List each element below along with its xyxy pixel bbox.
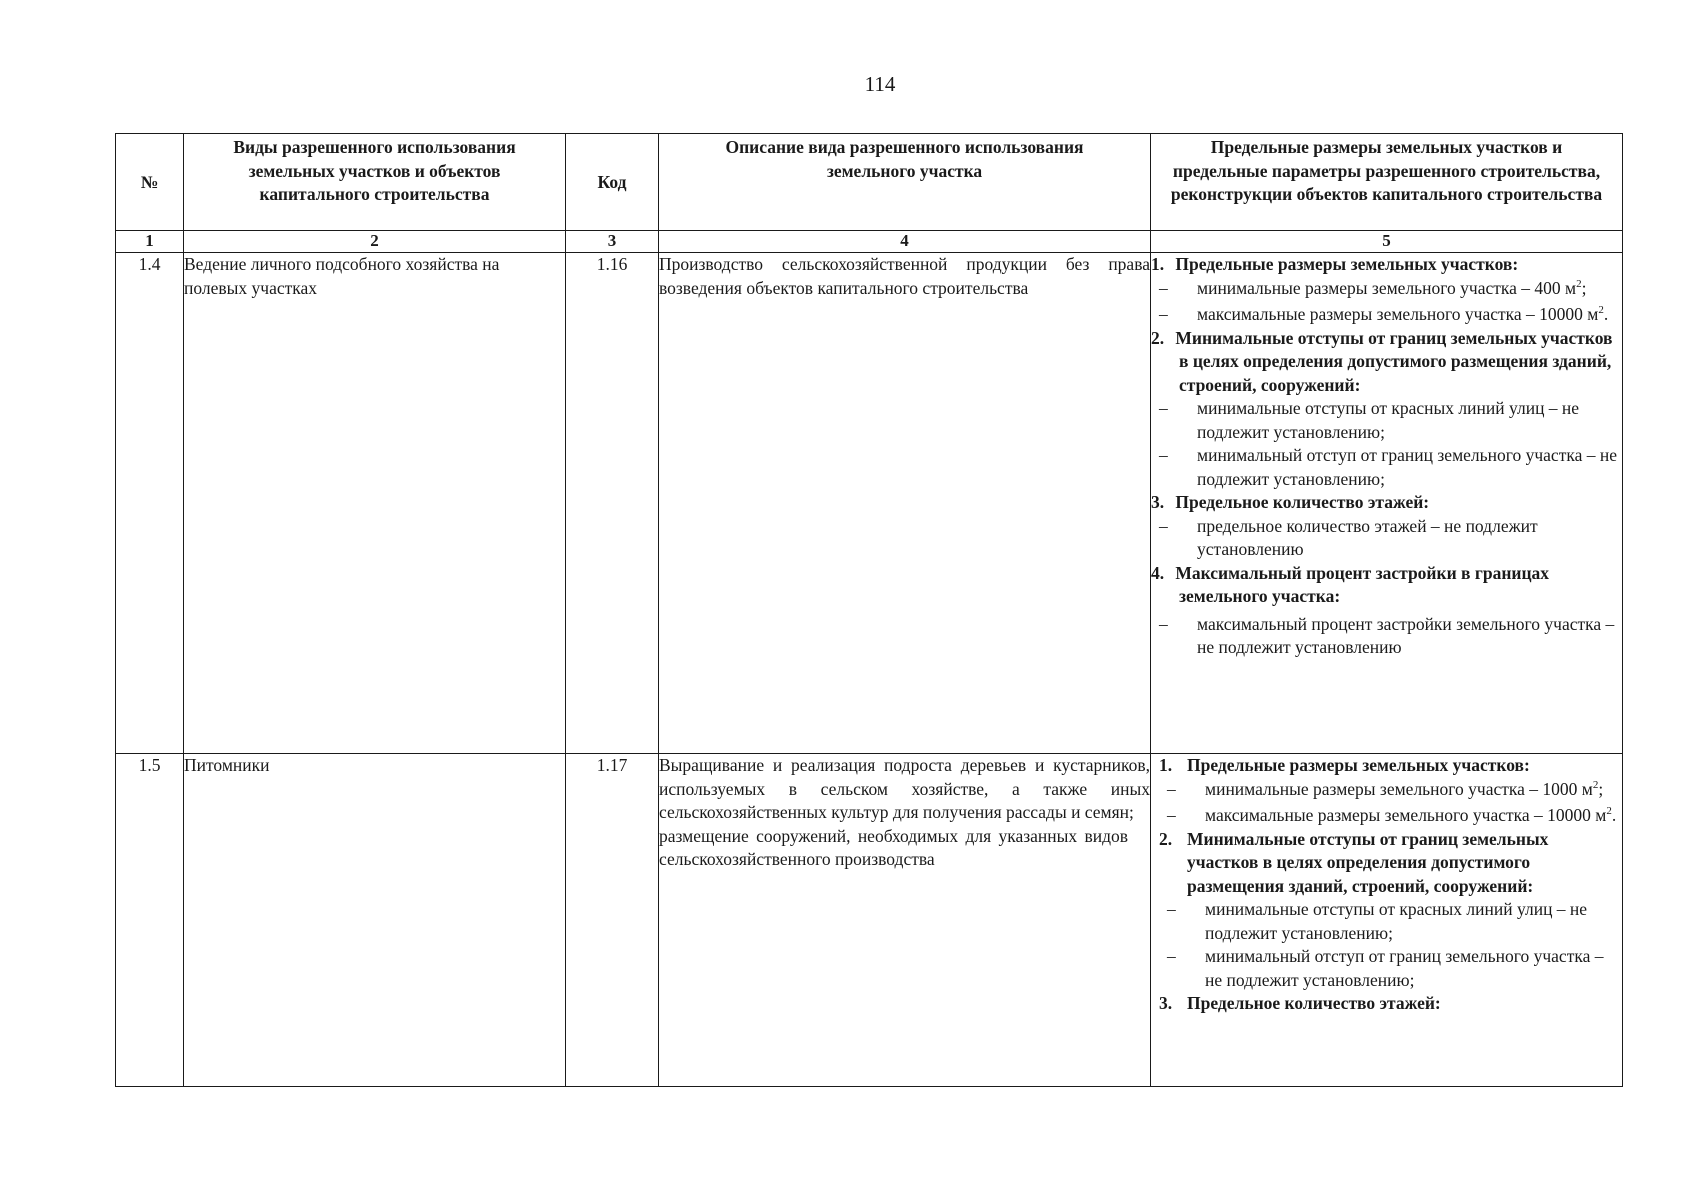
column-number: 4 [659,231,1151,253]
row-number: 1.5 [116,754,184,1087]
item-text: минимальные размеры земельного участка – 1000 м [1205,778,1593,799]
header-limits: Предельные размеры земельных участков и предельные параметры разрешенного строительства, реконструкции объектов капитального строительства [1151,134,1623,231]
table-row [116,754,1623,1087]
section-title: Предельные размеры земельных участков: [1175,254,1519,274]
limits-item [1151,397,1622,444]
header-number: № [116,134,184,231]
row-number: 1.4 [116,253,184,754]
use-type: Питомники [184,754,566,1087]
item-tail: . [1603,304,1609,324]
limits-section [1151,491,1622,515]
section-number: 2. [1159,828,1173,849]
limits-section [1151,253,1622,277]
limits-section [1159,992,1622,1016]
header-code: Код [566,134,659,231]
section-number: 2. [1151,327,1165,348]
section-number: 1. [1159,755,1173,775]
section-title: Минимальные отступы от границ земельных участков в целях определения допустимого размещения зданий, строений, сооружений: [1187,828,1549,896]
dash-bullet-icon: – [1159,445,1168,465]
use-description [659,253,1151,754]
section-title: Предельное количество этажей: [1187,993,1441,1013]
limits-section [1151,562,1622,609]
dash-bullet-icon: – [1159,398,1168,418]
dash-bullet-icon: – [1167,805,1176,825]
limits-item [1159,898,1622,945]
item-tail: ; [1598,778,1604,799]
column-number: 5 [1151,231,1623,253]
limits-section [1159,828,1622,899]
dash-bullet-icon: – [1159,515,1168,536]
superscript: 2 [1576,277,1582,290]
column-number-row [116,231,1623,253]
item-tail: . [1611,805,1617,825]
table-row [116,253,1623,754]
description-paragraph: Выращивание и реализация подроста деревьев и кустарников, используемых в сельском хозяйстве, а также иных сельскохозяйственных культур для получения рассады и семян; [659,755,1150,822]
section-title: Максимальный процент застройки в границах земельного участка: [1175,562,1550,606]
dash-bullet-icon: – [1159,613,1168,634]
use-code: 1.17 [566,754,659,1087]
item-text: минимальные отступы от красных линий улиц – не подлежит установлению; [1197,398,1580,442]
item-text: максимальные размеры земельного участка – 10000 м [1205,805,1607,825]
superscript: 2 [1598,304,1604,317]
description-paragraph: размещение сооружений, необходимых для указанных видов сельскохозяйственного производства [659,825,1128,869]
column-number: 1 [116,231,184,253]
limits-section [1151,327,1622,398]
item-text: минимальный отступ от границ земельного участка – не подлежит установлению; [1197,445,1617,489]
limits-item [1159,804,1622,828]
header-use-types: Виды разрешенного использования земельных участков и объектов капитального строительства [184,134,566,231]
dash-bullet-icon: – [1167,946,1176,966]
section-number: 3. [1159,993,1173,1013]
item-text: максимальный процент застройки земельного участка – не подлежит установлению [1197,613,1615,657]
column-number: 2 [184,231,566,253]
dash-bullet-icon: – [1159,277,1168,298]
superscript: 2 [1606,805,1612,818]
section-title: Предельное количество этажей: [1175,492,1430,512]
limits-cell [1151,253,1623,754]
limits-item [1151,444,1622,491]
use-type: Ведение личного подсобного хозяйства на полевых участках [184,253,566,754]
item-tail: ; [1581,277,1587,298]
limits-section [1159,754,1622,778]
dash-bullet-icon: – [1167,778,1176,799]
limits-item [1159,778,1622,802]
superscript: 2 [1592,778,1599,791]
limits-item [1151,515,1622,562]
section-title: Предельные размеры земельных участков: [1187,755,1530,775]
item-text: минимальные размеры земельного участка – 400 м [1197,277,1577,298]
page-number: 114 [864,72,896,96]
limits-cell [1151,754,1623,1087]
header-description: Описание вида разрешенного использования земельного участка [659,134,1151,231]
dash-bullet-icon: – [1167,899,1176,919]
column-number: 3 [566,231,659,253]
use-description [659,754,1151,1087]
limits-item [1151,303,1622,327]
item-text: максимальные размеры земельного участка – 10000 м [1197,304,1599,324]
item-text: минимальные отступы от красных линий улиц – не подлежит установлению; [1205,899,1588,943]
section-number: 1. [1151,254,1165,274]
table-header-row [116,134,1623,231]
use-code: 1.16 [566,253,659,754]
section-number: 3. [1151,492,1165,512]
section-number: 4. [1151,562,1165,583]
limits-item [1151,613,1622,660]
land-use-table [115,133,1623,1087]
section-title: Минимальные отступы от границ земельных участков в целях определения допустимого размещения зданий, строений, сооружений: [1175,327,1613,395]
limits-item [1159,945,1622,992]
dash-bullet-icon: – [1159,304,1168,324]
limits-item [1151,277,1622,301]
item-text: предельное количество этажей – не подлежит установлению [1197,515,1538,559]
description-paragraph: Производство сельскохозяйственной продукции без права возведения объектов капитального строительства [659,254,1150,298]
item-text: минимальный отступ от границ земельного участка – не подлежит установлению; [1205,946,1604,990]
